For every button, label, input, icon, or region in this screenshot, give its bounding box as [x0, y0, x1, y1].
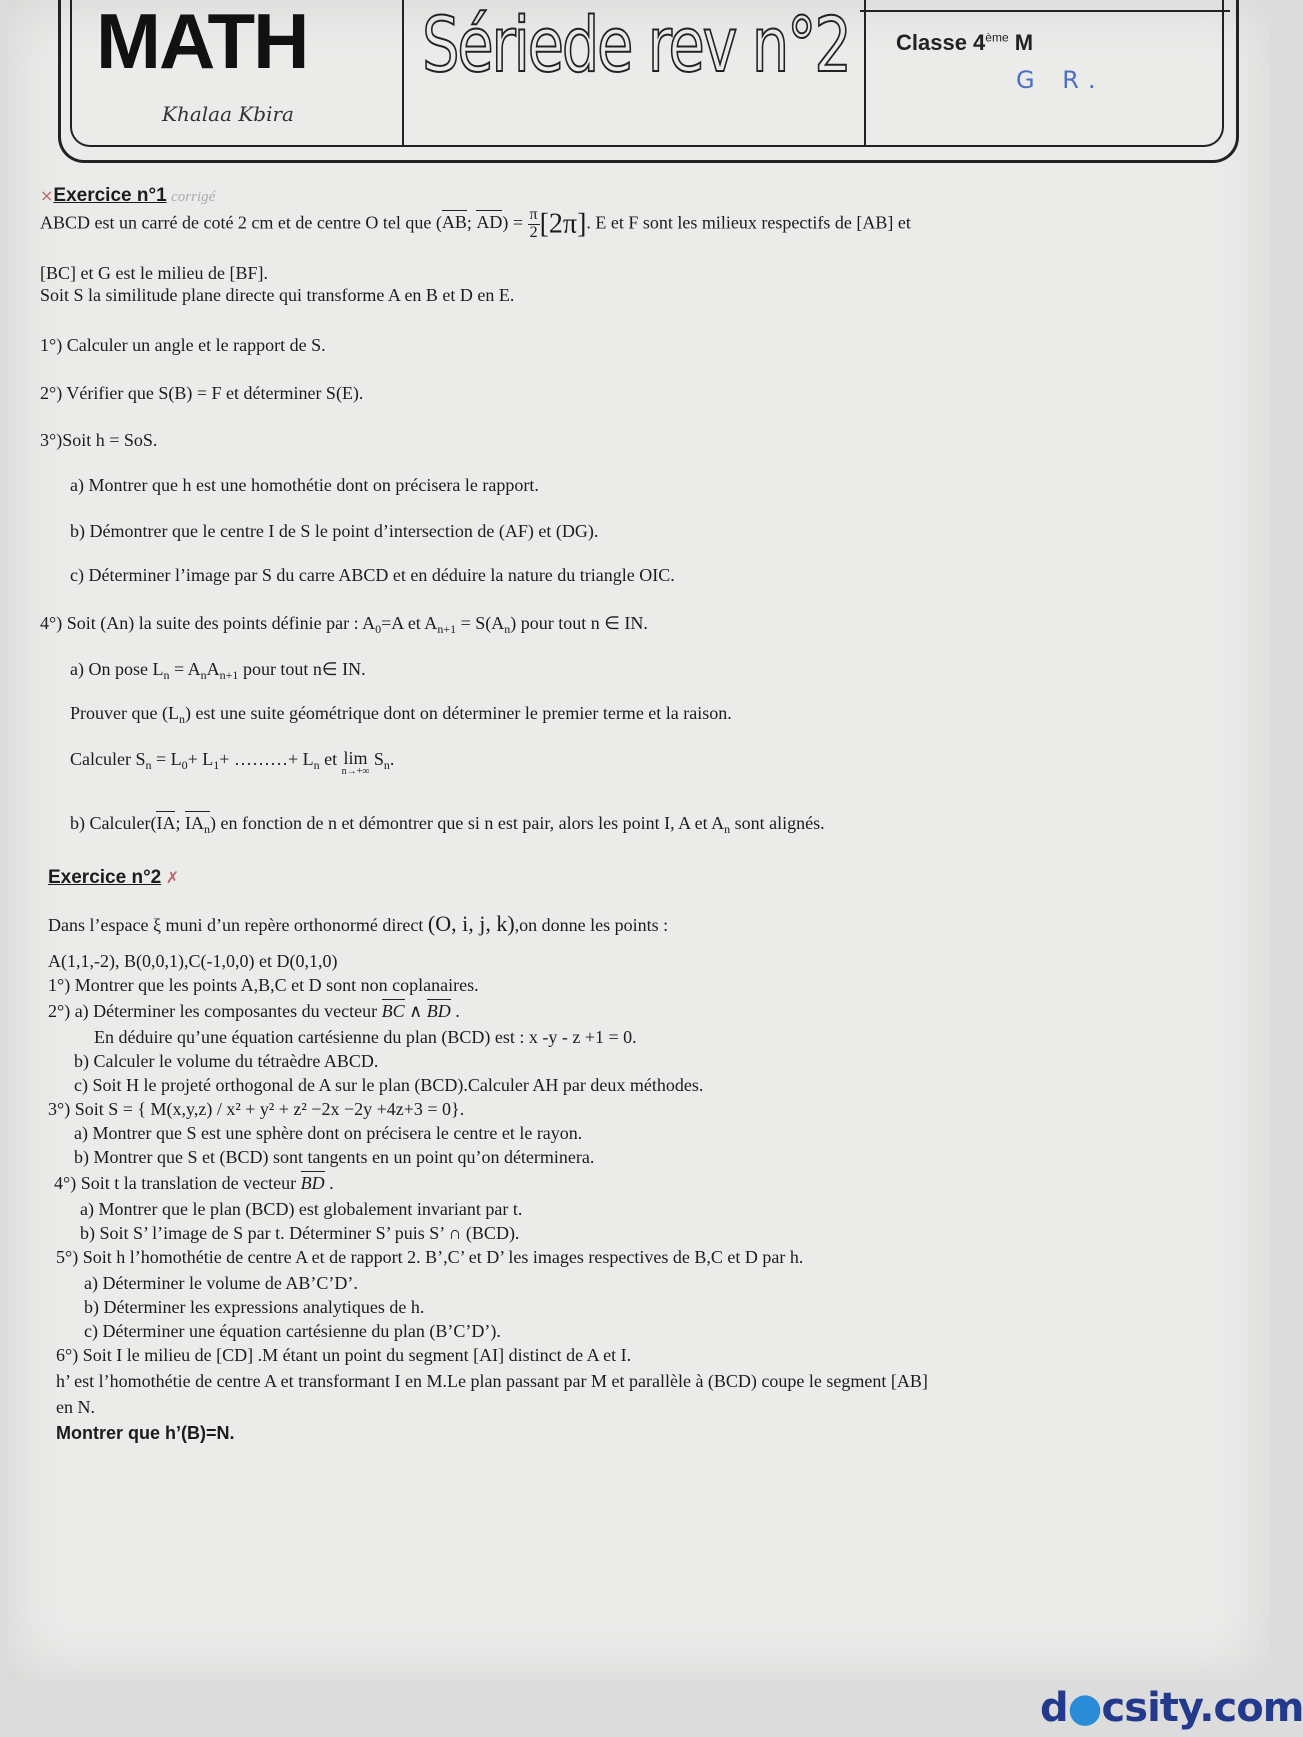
ex2-statement-line1: Dans l’espace ξ muni d’un repère orthonormé direct (O, i, j, k),on donne les points :	[48, 911, 669, 936]
ex2-question-6-statement: h’ est l’homothétie de centre A et transformant I en M.Le plan passant par M et parallèle à (BCD) coupe le segment [AB]	[56, 1371, 928, 1391]
ex1-statement-line2: [BC] et G est le milieu de [BF].	[40, 263, 268, 283]
ex2-points: A(1,1,-2), B(0,0,1),C(-1,0,0) et D(0,1,0)	[48, 951, 338, 971]
handwritten-initials: G R.	[1016, 66, 1106, 94]
ex2-question-5b: b) Déterminer les expressions analytiques de h.	[84, 1297, 425, 1317]
ex2-question-3b: b) Montrer que S et (BCD) sont tangents en un point qu’on déterminera.	[74, 1147, 595, 1167]
ex2-question-2a-deduce: En déduire qu’une équation cartésienne du plan (BCD) est : x -y - z +1 = 0.	[94, 1027, 637, 1047]
ex1-statement-line3: Soit S la similitude plane directe qui transforme A en B et D en E.	[40, 285, 515, 305]
ex2-question-2c: c) Soit H le projeté orthogonal de A sur le plan (BCD).Calculer AH par deux méthodes.	[74, 1075, 704, 1095]
ex1-question-1: 1°) Calculer un angle et le rapport de S.	[40, 335, 326, 355]
ex1-question-4a-prove: Prouver que $(L_n)$ est une suite géométrique dont on déterminer le premier terme et la raison.	[70, 703, 732, 726]
class-label: Classe 4ème M	[896, 30, 1034, 55]
ex2-question-1: 1°) Montrer que les points A,B,C et D sont non coplanaires.	[48, 975, 479, 995]
header	[70, 0, 1224, 147]
ex1-question-2: 2°) Vérifier que S(B) = F et déterminer S(E).	[40, 383, 364, 403]
ex1-question-4a-compute: Calculer $S_n = L_0+ L_1+$ ………+ $L_n$ et lim n→+∞ $S_n$.	[70, 748, 395, 777]
document-page	[8, 0, 1270, 1680]
fraction-pi-over-2: $\frac{\pi}{2}$	[529, 206, 538, 241]
ex1-question-3a: a) Montrer que h est une homothétie dont on précisera le rapport.	[70, 475, 539, 495]
ex2-question-6: 6°) Soit I le milieu de [CD] .M étant un point du segment [AI] distinct de A et I.	[56, 1345, 632, 1365]
ex2-question-3a: a) Montrer que S est une sphère dont on précisera le centre et le rayon.	[74, 1123, 583, 1143]
exercise-1-heading: ×Exercice n°1 corrigé	[40, 185, 216, 206]
header-title-cell	[404, 0, 866, 145]
ex2-question-2b: b) Calculer le volume du tétraèdre ABCD.	[74, 1051, 379, 1071]
ex2-question-4a: a) Montrer que le plan (BCD) est globalement invariant par t.	[80, 1199, 523, 1219]
ex2-question-3: 3°) Soit S = { M(x,y,z) / x² + y² + z² −2x −2y +4z+3 = 0}.	[48, 1099, 465, 1119]
header-logo-cell	[72, 0, 404, 145]
ex1-question-3b: b) Démontrer que le centre I de S le point d’intersection de (AF) et (DG).	[70, 521, 599, 541]
math-logo: MATH	[96, 0, 308, 85]
page-title: Sériede rev n°2	[422, 0, 850, 89]
ex2-question-6-statement-end: en N.	[56, 1397, 95, 1417]
ex2-question-2a: 2°) a) Déterminer les composantes du vecteur BC ∧ BD .	[48, 1001, 460, 1021]
ex1-statement-line1: ABCD est un carré de coté 2 cm et de centre O tel que (AB; AD) = $\frac{\pi}{2}$ [2π]. E et F sont les milieux respectifs de [AB] et	[40, 206, 911, 241]
ex1-question-3c: c) Déterminer l’image par S du carre ABCD et en déduire la nature du triangle OIC.	[70, 565, 675, 585]
ex2-question-5c: c) Déterminer une équation cartésienne du plan (B’C’D’).	[84, 1321, 501, 1341]
ex1-question-4b: b) Calculer(IA; $IA_n$) en fonction de n et démontrer que si n est pair, alors les point I, A et $A_n$ sont alignés.	[70, 813, 825, 836]
ex2-question-5a: a) Déterminer le volume de AB’C’D’.	[84, 1273, 358, 1293]
ex2-question-5: 5°) Soit h l’homothétie de centre A et de rapport 2. B’,C’ et D’ les images respectives de B,C et D par h.	[56, 1247, 804, 1267]
ex1-question-3: 3°)Soit h = SoS.	[40, 430, 158, 450]
ex2-question-4b: b) Soit S’ l’image de S par t. Déterminer S’ puis S’ ∩ (BCD).	[80, 1223, 520, 1243]
docsity-logo: d●csity.com	[1040, 1685, 1303, 1731]
header-class-cell	[866, 0, 1222, 145]
exercise-2-heading: Exercice n°2 ✗	[48, 867, 180, 888]
author-name: Khalaa Kbira	[162, 102, 294, 126]
ex1-question-4a: a) On pose $L_n = A_nA_{n+1}$ pour tout n∈ IN.	[70, 659, 366, 682]
ex2-question-6-prove: Montrer que h’(B)=N.	[56, 1423, 235, 1443]
ex2-question-4: 4°) Soit t la translation de vecteur BD .	[54, 1173, 334, 1193]
ex1-question-4: 4°) Soit (An) la suite des points définie par : $A_0=A$ et $A_{n+1} = S(A_n)$ pour tout n ∈ IN.	[40, 613, 648, 636]
